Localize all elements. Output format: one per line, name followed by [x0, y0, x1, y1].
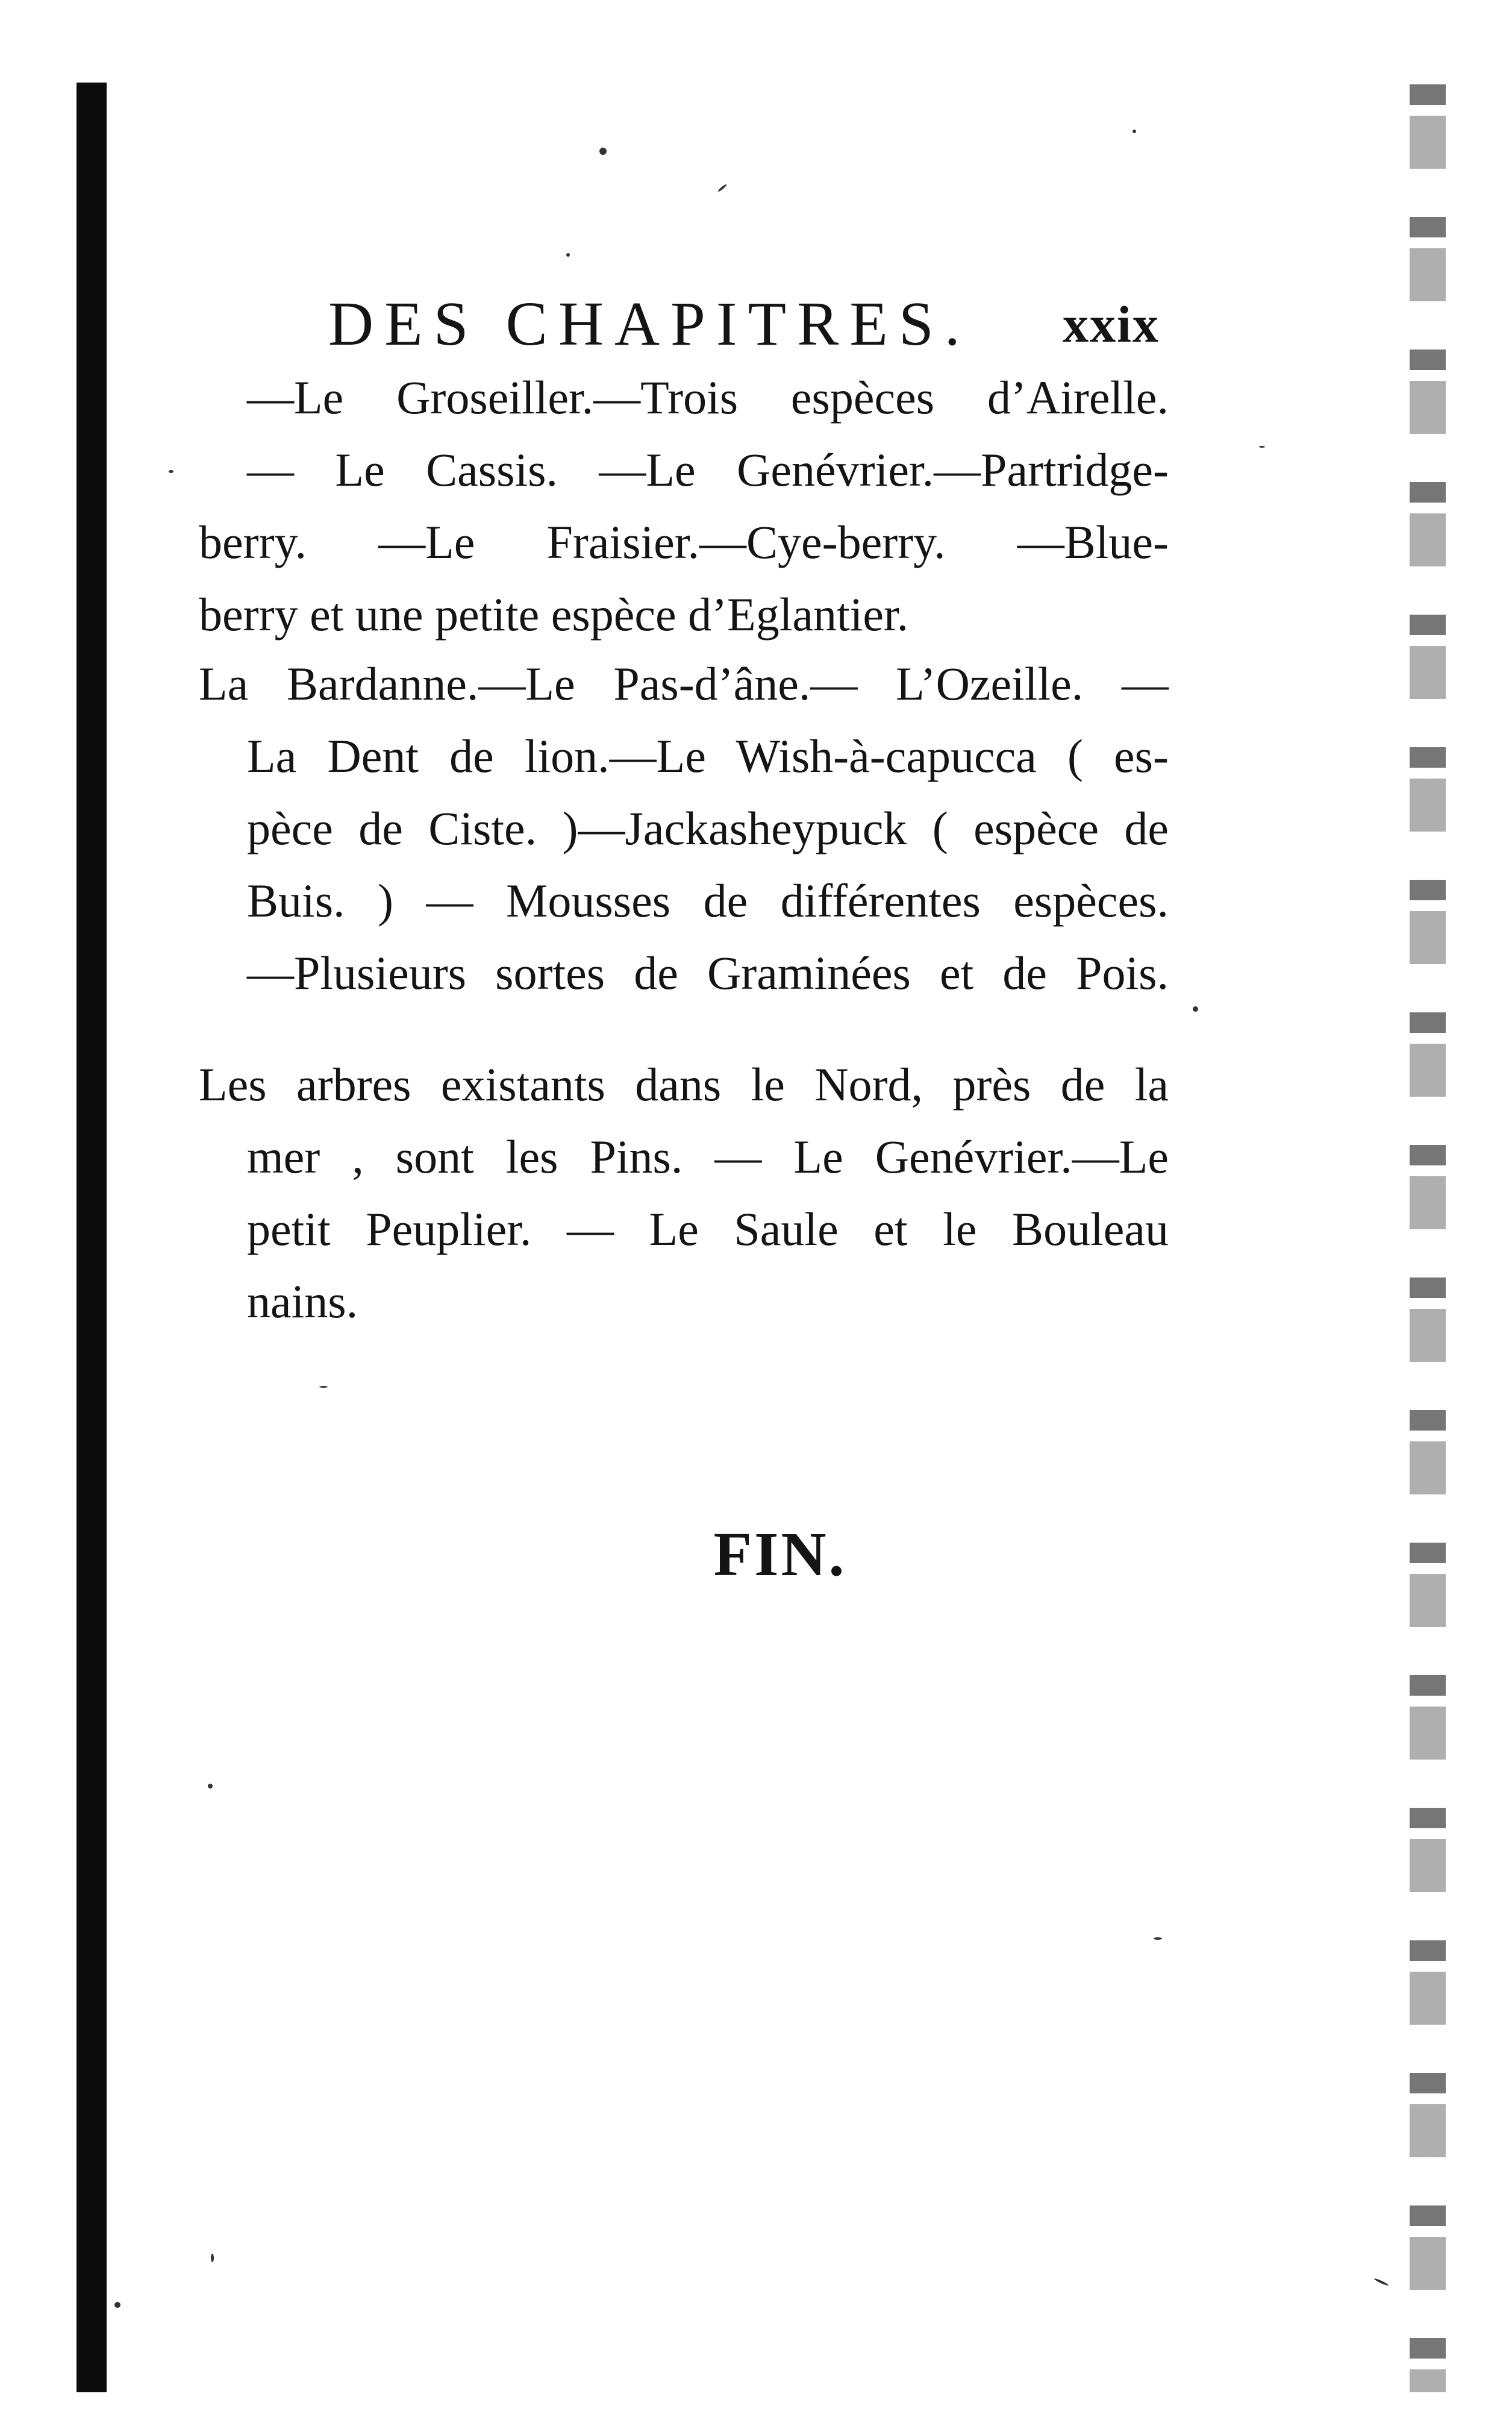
paragraph: [199, 362, 1169, 651]
text-line: La Dent de lion.—Le Wish-à-capucca ( es-: [247, 730, 1169, 782]
running-head: [328, 288, 1160, 360]
scan-speck: [114, 2302, 120, 2308]
running-title: DES CHAPITRES.: [328, 289, 971, 359]
scan-speck: [1154, 1937, 1162, 1940]
text-line: —Plusieurs sortes de Graminées et de Pois.: [247, 947, 1169, 999]
scan-speck: [211, 2254, 214, 2262]
text-line: berry et une petite espèce d’Eglantier.: [199, 588, 909, 641]
scan-speck: [208, 1784, 213, 1788]
scan-speck: [1132, 130, 1136, 133]
text-line: pèce de Ciste. )—Jackasheypuck ( espèce de: [247, 802, 1169, 854]
scan-speck: [566, 253, 570, 257]
text-line: nains.: [247, 1275, 358, 1328]
scan-speck: [599, 148, 607, 155]
page-number: xxix: [1063, 295, 1160, 353]
text-line: La Bardanne.—Le Pas-d’âne.— L’Ozeille. —: [199, 657, 1169, 710]
text-line: —Le Groseiller.—Trois espèces d’Airelle.: [247, 371, 1169, 424]
scan-speck: [1259, 446, 1265, 448]
text-line: — Le Cassis. —Le Genévrier.—Partridge-: [247, 444, 1169, 496]
text-line: mer , sont les Pins. — Le Genévrier.—Le: [247, 1130, 1169, 1183]
paragraph: [199, 648, 1169, 1009]
binding-shadow: [77, 83, 107, 2392]
text-line: petit Peuplier. — Le Saule et le Bouleau: [247, 1203, 1169, 1255]
page-edge-shadow: [1410, 84, 1446, 2392]
scan-speck: [1373, 2278, 1389, 2287]
scan-speck: [319, 1386, 328, 1388]
closing-word: FIN.: [713, 1520, 847, 1589]
text-line: Les arbres existants dans le Nord, près de la: [199, 1058, 1169, 1111]
text-line: berry. —Le Fraisier.—Cye-berry. —Blue-: [199, 516, 1169, 568]
scan-speck: [169, 470, 173, 473]
scan-speck: [1193, 1006, 1198, 1012]
text-line: Buis. ) — Mousses de différentes espèces.: [247, 874, 1169, 927]
paragraph: [199, 1049, 1169, 1338]
scan-speck: [717, 184, 727, 193]
